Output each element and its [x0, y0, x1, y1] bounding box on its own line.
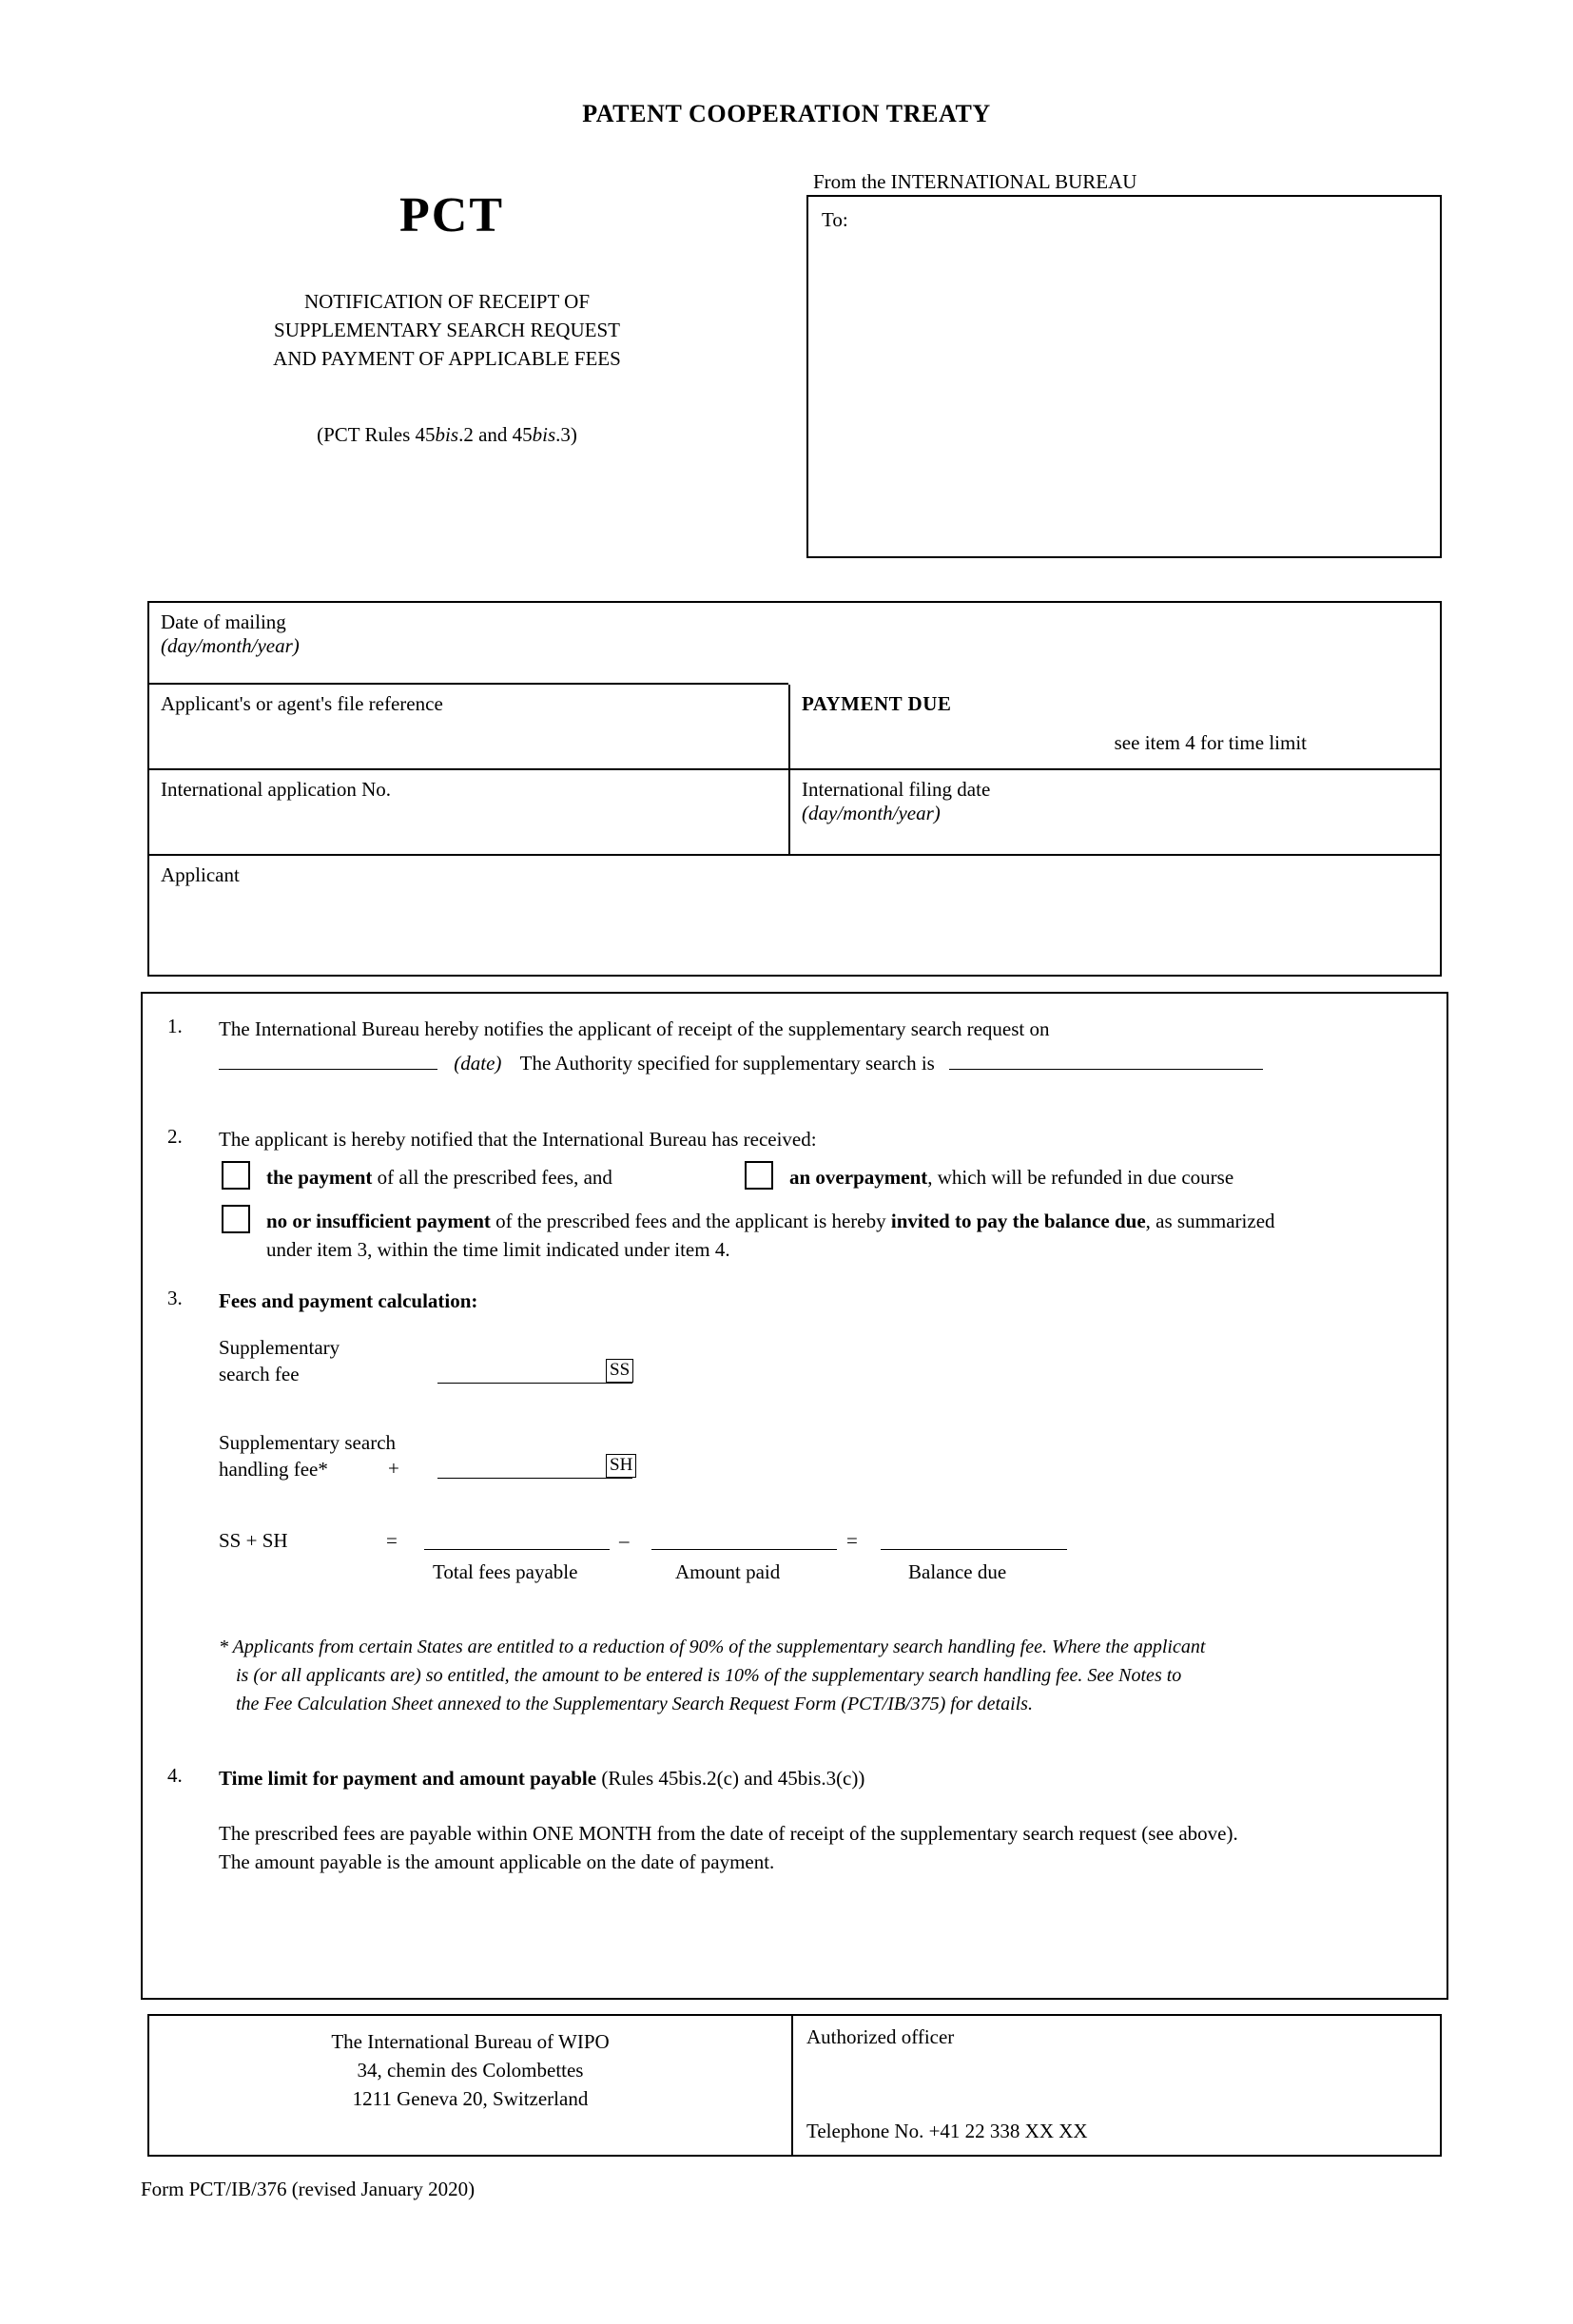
handling-fee-line-2: handling fee* — [219, 1458, 328, 1482]
international-application-no-label: International application No. — [161, 778, 392, 801]
item-2-number: 2. — [167, 1125, 183, 1148]
item-4-heading-rest: (Rules 45bis.2(c) and 45bis.3(c)) — [601, 1767, 865, 1790]
equals-sign-2: = — [846, 1529, 858, 1552]
rules-bis-2: bis — [532, 423, 556, 446]
rules-part-c: .3) — [555, 423, 577, 446]
item-4-body-line-2: The amount payable is the amount applicable on the date of payment. — [219, 1850, 775, 1873]
info-grid — [147, 601, 1442, 977]
footnote-line-2: is (or all applicants are) so entitled, the amount to be entered is 10% of the supplementary search handling fee. See Notes to — [236, 1665, 1182, 1686]
international-application-no-cell[interactable] — [149, 770, 788, 856]
supplementary-search-fee-line-2: search fee — [219, 1363, 300, 1386]
item-4-body-line-1: The prescribed fees are payable within ONE MONTH from the date of receipt of the supplementary search request (see above). — [219, 1822, 1238, 1845]
international-filing-date-cell[interactable] — [788, 770, 1440, 856]
ss-plus-sh-label: SS + SH — [219, 1529, 288, 1552]
notification-title-line-1: NOTIFICATION OF RECEIPT OF — [303, 290, 591, 313]
minus-sign: – — [619, 1529, 630, 1552]
file-reference-label: Applicant's or agent's file reference — [161, 692, 443, 715]
rules-bis-1: bis — [435, 423, 459, 446]
footnote-line-1: * Applicants from certain States are entitled to a reduction of 90% of the supplementary search handling fee. Where the applicant — [219, 1636, 1206, 1657]
supplementary-search-fee-field[interactable] — [437, 1382, 632, 1384]
row-date-of-mailing — [149, 603, 1440, 685]
item-3-number: 3. — [167, 1287, 183, 1309]
ss-tag: SS — [606, 1359, 633, 1383]
item-1-number: 1. — [167, 1015, 183, 1037]
handling-fee-label — [219, 1429, 396, 1483]
supplementary-search-fee-label — [219, 1334, 340, 1388]
sh-tag: SH — [606, 1454, 636, 1478]
total-fees-payable-label: Total fees payable — [433, 1560, 578, 1583]
authorized-officer-label: Authorized officer — [806, 2025, 955, 2048]
date-of-mailing-format: (day/month/year) — [161, 634, 300, 657]
spacer-cell-top-right — [788, 603, 1440, 685]
amount-paid-field[interactable] — [651, 1548, 837, 1550]
pct-logo: PCT — [399, 188, 504, 242]
item-1-part-1: The International Bureau hereby notifies the applicant of receipt of the supplementary search request on — [219, 1017, 1050, 1040]
item-1-text — [219, 1015, 1408, 1045]
rules-part-b: .2 and 45 — [458, 423, 533, 446]
notification-title — [143, 288, 751, 373]
plus-sign: + — [388, 1457, 399, 1480]
rules-reference — [143, 423, 751, 447]
item-4-heading-bold: Time limit for payment and amount payable — [219, 1767, 597, 1790]
option-insufficient-bold: no or insufficient payment — [266, 1210, 491, 1232]
checkbox-payment-received[interactable] — [222, 1161, 250, 1190]
total-fees-payable-field[interactable] — [424, 1548, 610, 1550]
date-of-mailing-label: Date of mailing — [161, 610, 286, 633]
option-overpayment-text — [789, 1163, 1233, 1193]
option-insufficient-rest: , as summarized — [1145, 1210, 1275, 1232]
to-label: To: — [822, 208, 848, 231]
main-content-box — [141, 992, 1448, 2000]
checkbox-overpayment[interactable] — [745, 1161, 773, 1190]
row-applicant — [149, 856, 1440, 975]
checkbox-insufficient-payment[interactable] — [222, 1205, 250, 1233]
item-4-heading — [219, 1764, 1398, 1794]
option-overpayment-bold: an overpayment — [789, 1166, 928, 1189]
notification-title-line-3: AND PAYMENT OF APPLICABLE FEES — [273, 346, 621, 370]
row-application-number — [149, 770, 1440, 856]
option-payment-bold: the payment — [266, 1166, 373, 1189]
balance-due-field[interactable] — [881, 1548, 1067, 1550]
item-4-number: 4. — [167, 1764, 183, 1787]
receipt-date-field[interactable] — [219, 1050, 437, 1070]
supplementary-search-fee-line-1: Supplementary — [219, 1336, 340, 1359]
balance-due-label: Balance due — [908, 1560, 1007, 1583]
handling-fee-field[interactable] — [437, 1477, 632, 1479]
option-insufficient-text — [266, 1207, 1398, 1237]
equals-sign-1: = — [386, 1529, 398, 1552]
ib-address-line-1: The International Bureau of WIPO — [331, 2030, 610, 2053]
option-overpayment-rest: , which will be refunded in due course — [927, 1166, 1234, 1189]
international-filing-date-format: (day/month/year) — [802, 802, 941, 824]
footer-grid — [147, 2014, 1442, 2157]
footnote-line-3: the Fee Calculation Sheet annexed to the Supplementary Search Request Form (PCT/IB/375) for details. — [236, 1694, 1033, 1714]
handling-fee-line-1: Supplementary search — [219, 1431, 397, 1454]
international-filing-date-label: International filing date — [802, 778, 991, 801]
applicant-label: Applicant — [161, 863, 240, 886]
payment-due-label: PAYMENT DUE — [802, 692, 952, 715]
row-file-reference — [149, 685, 1440, 770]
page-title: PATENT COOPERATION TREATY — [582, 100, 991, 127]
item-2-intro: The applicant is hereby notified that the International Bureau has received: — [219, 1128, 817, 1151]
file-reference-cell[interactable] — [149, 685, 788, 770]
notification-title-line-2: SUPPLEMENTARY SEARCH REQUEST — [274, 318, 620, 341]
authorized-officer-cell[interactable] — [791, 2016, 1440, 2155]
handling-fee-footnote — [219, 1633, 1427, 1718]
item-1-date-hint: (date) — [454, 1052, 502, 1075]
document-page — [0, 100, 1573, 2324]
date-of-mailing-cell[interactable] — [149, 603, 788, 685]
form-identifier: Form PCT/IB/376 (revised January 2020) — [141, 2178, 476, 2200]
payment-due-note: see item 4 for time limit — [1114, 731, 1307, 754]
authority-field[interactable] — [949, 1050, 1263, 1070]
applicant-cell[interactable] — [149, 856, 1440, 975]
payment-due-cell — [788, 685, 1440, 770]
option-insufficient-line-2: under item 3, within the time limit indicated under item 4. — [266, 1238, 730, 1261]
header-area — [0, 147, 1573, 547]
option-insufficient-bold-2: invited to pay the balance due — [890, 1210, 1146, 1232]
address-to-box[interactable] — [806, 195, 1442, 558]
rules-part-a: (PCT Rules 45 — [317, 423, 436, 446]
amount-paid-label: Amount paid — [675, 1560, 781, 1583]
option-payment-rest: of all the prescribed fees, and — [377, 1166, 612, 1189]
item-1-second-line — [219, 1049, 1417, 1079]
international-bureau-address — [149, 2016, 791, 2155]
item-3-heading: Fees and payment calculation: — [219, 1289, 478, 1312]
from-international-bureau-label: From the INTERNATIONAL BUREAU — [813, 170, 1137, 193]
option-payment-text — [266, 1163, 612, 1193]
item-1-part-2: The Authority specified for supplementary search is — [519, 1052, 935, 1075]
option-insufficient-mid: of the prescribed fees and the applicant is hereby — [495, 1210, 886, 1232]
telephone-number: Telephone No. +41 22 338 XX XX — [806, 2120, 1088, 2142]
ib-address-line-3: 1211 Geneva 20, Switzerland — [352, 2086, 589, 2110]
ib-address-line-2: 34, chemin des Colombettes — [357, 2058, 584, 2082]
